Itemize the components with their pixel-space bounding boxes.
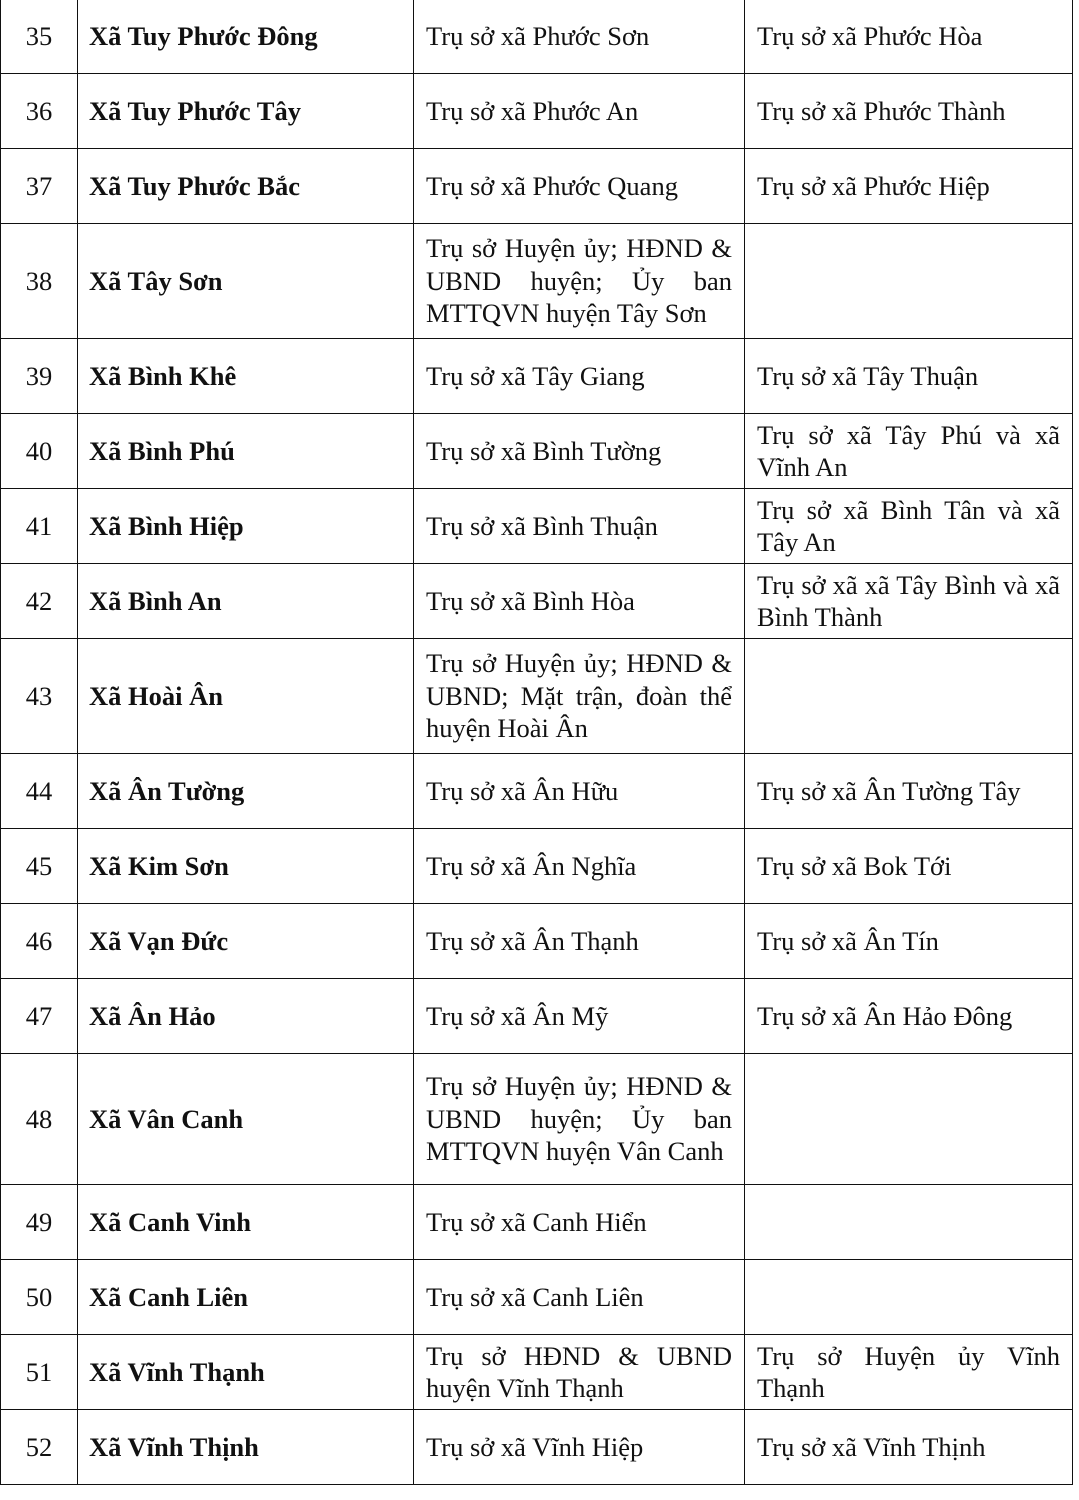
main-office: Trụ sở xã Tây Giang <box>414 339 745 414</box>
commune-name: Xã Vân Canh <box>78 1054 414 1185</box>
main-office: Trụ sở xã Phước Quang <box>414 149 745 224</box>
auxiliary-office: Trụ sở xã Tây Thuận <box>745 339 1073 414</box>
row-number: 37 <box>1 149 78 224</box>
auxiliary-office: Trụ sở xã Bình Tân và xã Tây An <box>745 489 1073 564</box>
row-number: 43 <box>1 639 78 754</box>
row-number: 39 <box>1 339 78 414</box>
auxiliary-office: Trụ sở xã Phước Hòa <box>745 0 1073 74</box>
row-number: 44 <box>1 754 78 829</box>
commune-name: Xã Vĩnh Thạnh <box>78 1335 414 1410</box>
commune-name: Xã Bình Hiệp <box>78 489 414 564</box>
commune-name: Xã Vĩnh Thịnh <box>78 1410 414 1485</box>
commune-name: Xã Bình Khê <box>78 339 414 414</box>
commune-name: Xã Bình Phú <box>78 414 414 489</box>
table-row <box>1 639 1073 754</box>
main-office: Trụ sở xã Phước An <box>414 74 745 149</box>
table-row <box>1 224 1073 339</box>
auxiliary-office: Trụ sở xã Vĩnh Thịnh <box>745 1410 1073 1485</box>
commune-name: Xã Tuy Phước Đông <box>78 0 414 74</box>
auxiliary-office <box>745 1185 1073 1260</box>
auxiliary-office: Trụ sở Huyện ủy Vĩnh Thạnh <box>745 1335 1073 1410</box>
auxiliary-office: Trụ sở xã Ân Tường Tây <box>745 754 1073 829</box>
table-row <box>1 904 1073 979</box>
main-office: Trụ sở xã Bình Tường <box>414 414 745 489</box>
table-row <box>1 0 1073 74</box>
auxiliary-office: Trụ sở xã Phước Thành <box>745 74 1073 149</box>
commune-name: Xã Bình An <box>78 564 414 639</box>
table-row <box>1 1410 1073 1485</box>
row-number: 40 <box>1 414 78 489</box>
auxiliary-office <box>745 224 1073 339</box>
auxiliary-office <box>745 639 1073 754</box>
auxiliary-office <box>745 1054 1073 1185</box>
main-office: Trụ sở Huyện ủy; HĐND & UBND; Mặt trận, đoàn thể huyện Hoài Ân <box>414 639 745 754</box>
auxiliary-office <box>745 1260 1073 1335</box>
row-number: 48 <box>1 1054 78 1185</box>
row-number: 35 <box>1 0 78 74</box>
commune-name: Xã Ân Tường <box>78 754 414 829</box>
commune-name: Xã Tuy Phước Tây <box>78 74 414 149</box>
table-row <box>1 489 1073 564</box>
commune-name: Xã Vạn Đức <box>78 904 414 979</box>
row-number: 47 <box>1 979 78 1054</box>
row-number: 42 <box>1 564 78 639</box>
row-number: 50 <box>1 1260 78 1335</box>
table-row <box>1 829 1073 904</box>
table-row <box>1 414 1073 489</box>
commune-name: Xã Canh Vinh <box>78 1185 414 1260</box>
main-office: Trụ sở xã Ân Mỹ <box>414 979 745 1054</box>
table-row <box>1 339 1073 414</box>
auxiliary-office: Trụ sở xã Bok Tới <box>745 829 1073 904</box>
auxiliary-office: Trụ sở xã Ân Tín <box>745 904 1073 979</box>
table-row <box>1 1185 1073 1260</box>
main-office: Trụ sở xã Bình Hòa <box>414 564 745 639</box>
auxiliary-office: Trụ sở xã Tây Phú và xã Vĩnh An <box>745 414 1073 489</box>
table-row <box>1 1335 1073 1410</box>
auxiliary-office: Trụ sở xã xã Tây Bình và xã Bình Thành <box>745 564 1073 639</box>
table-row <box>1 149 1073 224</box>
row-number: 49 <box>1 1185 78 1260</box>
main-office: Trụ sở Huyện ủy; HĐND & UBND huyện; Ủy ban MTTQVN huyện Tây Sơn <box>414 224 745 339</box>
row-number: 36 <box>1 74 78 149</box>
table-row <box>1 74 1073 149</box>
main-office: Trụ sở xã Phước Sơn <box>414 0 745 74</box>
main-office: Trụ sở xã Ân Thạnh <box>414 904 745 979</box>
commune-name: Xã Tây Sơn <box>78 224 414 339</box>
commune-name: Xã Tuy Phước Bắc <box>78 149 414 224</box>
row-number: 46 <box>1 904 78 979</box>
main-office: Trụ sở xã Canh Liên <box>414 1260 745 1335</box>
commune-name: Xã Canh Liên <box>78 1260 414 1335</box>
auxiliary-office: Trụ sở xã Phước Hiệp <box>745 149 1073 224</box>
main-office: Trụ sở xã Canh Hiển <box>414 1185 745 1260</box>
row-number: 38 <box>1 224 78 339</box>
row-number: 45 <box>1 829 78 904</box>
main-office: Trụ sở Huyện ủy; HĐND & UBND huyện; Ủy ban MTTQVN huyện Vân Canh <box>414 1054 745 1185</box>
main-office: Trụ sở xã Vĩnh Hiệp <box>414 1410 745 1485</box>
row-number: 41 <box>1 489 78 564</box>
main-office: Trụ sở xã Bình Thuận <box>414 489 745 564</box>
commune-name: Xã Hoài Ân <box>78 639 414 754</box>
commune-name: Xã Ân Hảo <box>78 979 414 1054</box>
table-row <box>1 564 1073 639</box>
main-office: Trụ sở xã Ân Nghĩa <box>414 829 745 904</box>
auxiliary-office: Trụ sở xã Ân Hảo Đông <box>745 979 1073 1054</box>
row-number: 52 <box>1 1410 78 1485</box>
table-row <box>1 1260 1073 1335</box>
commune-name: Xã Kim Sơn <box>78 829 414 904</box>
main-office: Trụ sở xã Ân Hữu <box>414 754 745 829</box>
table-row <box>1 1054 1073 1185</box>
table-row <box>1 979 1073 1054</box>
main-office: Trụ sở HĐND & UBND huyện Vĩnh Thạnh <box>414 1335 745 1410</box>
row-number: 51 <box>1 1335 78 1410</box>
table-row <box>1 754 1073 829</box>
